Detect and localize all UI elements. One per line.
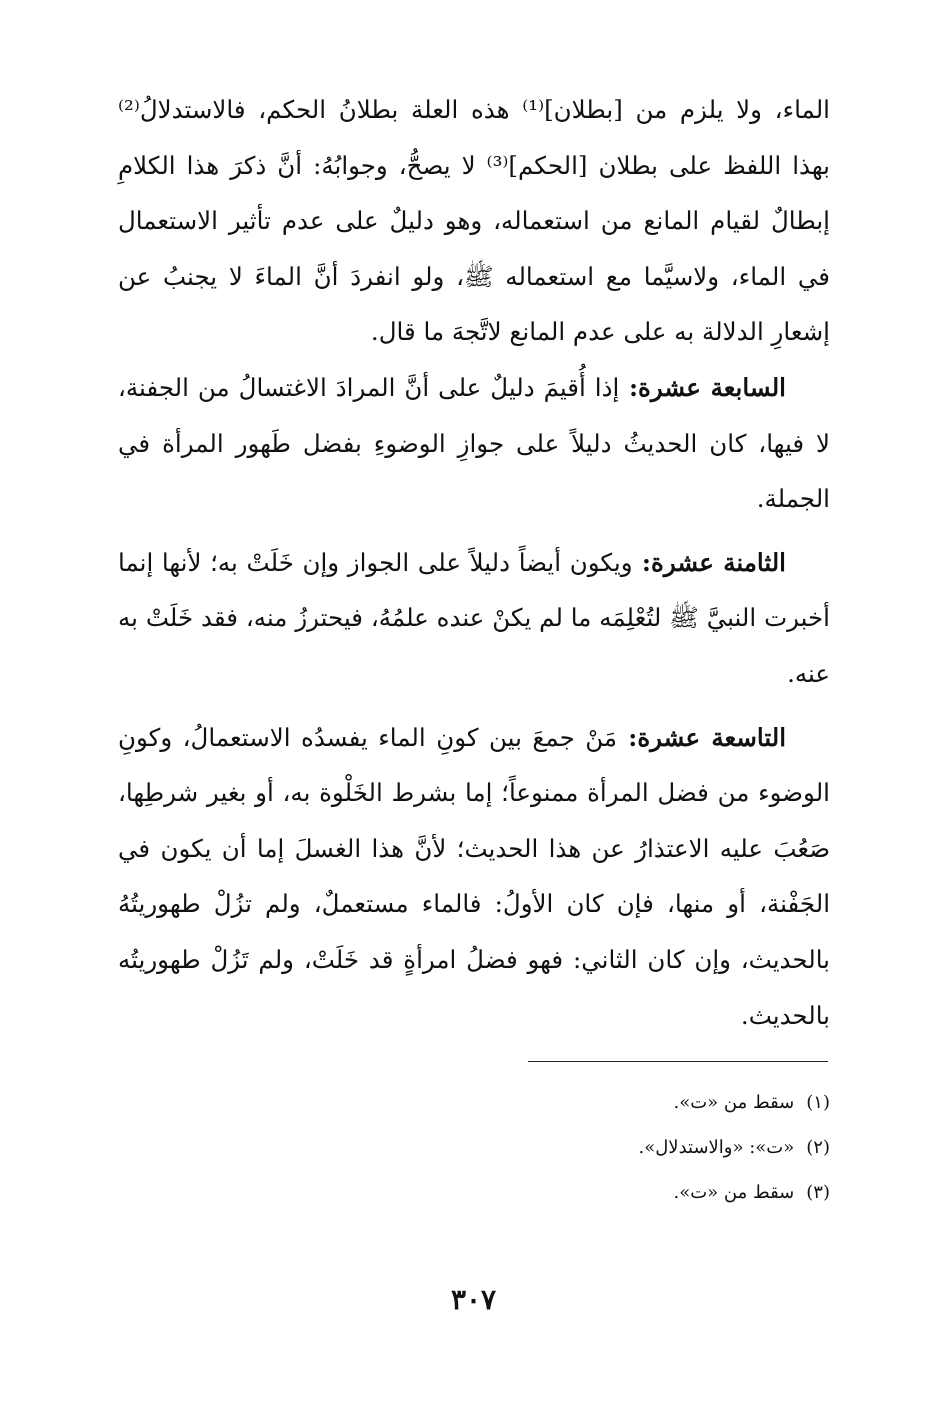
- paragraph-continuation: [118, 82, 830, 360]
- footnote-text: سقط من «ت».: [673, 1182, 795, 1203]
- footnotes: [418, 1080, 830, 1215]
- paragraph-heading: الثامنة عشرة:: [632, 547, 786, 577]
- paragraph-text: مَنْ جمعَ بين كونِ الماء يفسدُه الاستعمالُ، وكونِ الوضوء من فضل المرأة ممنوعاً؛ إما بشرط الخَلْوة به، أو بغير شرطِها، صَعُبَ عليه الاعتذارُ عن هذا الحديث؛ لأنَّ هذا الغسلَ إما أن يكون في الجَفْنة، أو منها، فإن كان الأولُ: فالماء مستعملٌ، ولم تزُلْ طهوريتُهُ بالحديث، وإن كان الثاني: فهو فضلُ امرأةٍ قد خَلَتْ، ولم تَزُلْ طهوريتُه بالحديث.: [118, 722, 830, 1030]
- footnote-number: (٢): [806, 1137, 830, 1158]
- footnote-item: [418, 1125, 830, 1170]
- paragraph-text: ويكون أيضاً دليلاً على الجواز وإن خَلَتْ به؛ لأنها إنما أخبرت النبيَّ ﷺ لتُعْلِمَه ما لم يكنْ عنده علمُهُ، فيحترزُ منه، فقد خَلَتْ به عنه.: [118, 547, 830, 688]
- footnote-number: (٣): [806, 1182, 830, 1203]
- footnote-item: [418, 1080, 830, 1125]
- paragraph-eighteenth: [118, 535, 830, 702]
- footnote-text: «ت»: «والاستدلال».: [638, 1137, 795, 1158]
- footnote-text: سقط من «ت».: [673, 1092, 795, 1113]
- footnote-number: (١): [806, 1092, 830, 1113]
- paragraph-text: إذا أُقيمَ دليلٌ على أنَّ المرادَ الاغتسالُ من الجفنة، لا فيها، كان الحديثُ دليلاً على جوازِ الوضوءِ بفضل طَهور المرأة في الجملة.: [118, 372, 830, 514]
- paragraph-nineteenth: [118, 710, 830, 1044]
- paragraph-heading: السابعة عشرة:: [619, 372, 786, 402]
- paragraph-text: الماء، ولا يلزم من [بطلان]⁽¹⁾ هذه العلة بطلانُ الحكم، فالاستدلالُ⁽²⁾ بهذا اللفظ على بطلان [الحكم]⁽³⁾ لا يصحُّ، وجوابُهُ: أنَّ ذكرَ هذا الكلامِ إبطالٌ لقيام المانع من استعماله، وهو دليلٌ على عدم تأثير الاستعمال في الماء، ولاسيَّما مع استعماله ﷺ، ولو انفردَ أنَّ الماءَ لا يجنبُ عن إشعارِ الدلالة به على عدم المانع لاتَّجهَ ما قال.: [118, 95, 830, 347]
- main-text: [118, 82, 830, 1043]
- page-number: ٣٠٧: [450, 1283, 497, 1316]
- footnote-item: [418, 1170, 830, 1215]
- paragraph-heading: التاسعة عشرة:: [617, 722, 787, 752]
- footnote-divider: [528, 1061, 828, 1062]
- paragraph-seventeenth: [118, 360, 830, 527]
